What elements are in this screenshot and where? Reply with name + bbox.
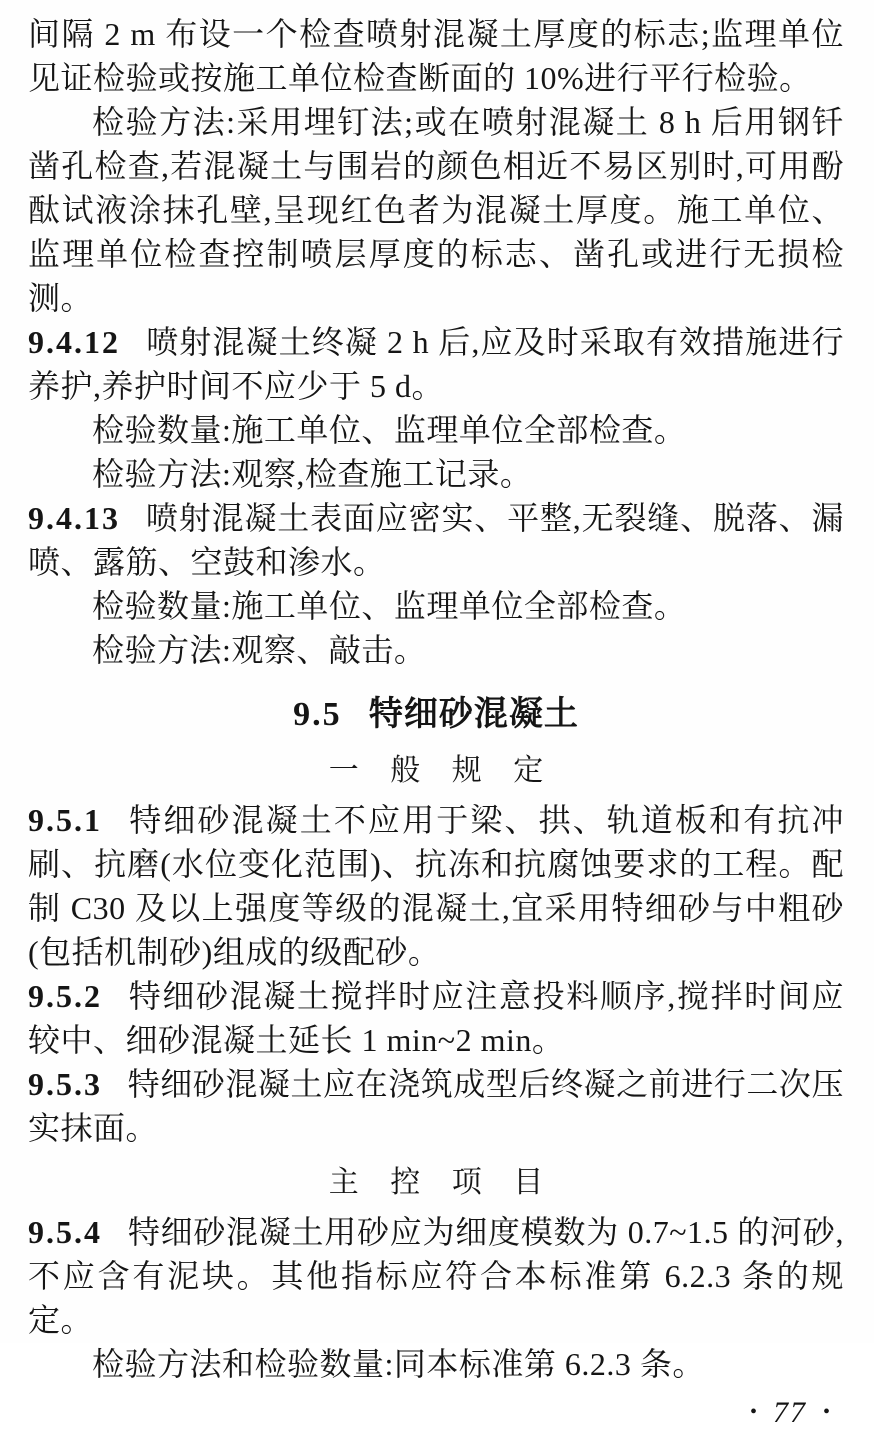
clause-number: 9.4.12 [28,324,120,360]
footer-right-dot: • [822,1401,830,1423]
clause-9-5-1 [28,798,844,974]
clause-text: 喷射混凝土终凝 2 h 后,应及时采取有效措施进行养护,养护时间不应少于 5 d。 [28,324,844,404]
clause-text: 喷射混凝土表面应密实、平整,无裂缝、脱落、漏喷、露筋、空鼓和渗水。 [28,500,844,580]
clause-number: 9.5.1 [28,802,102,838]
clause-number: 9.5.3 [28,1066,102,1102]
clause-9-4-13 [28,496,844,584]
paragraph-inspection-method: 检验方法:观察,检查施工记录。 [92,456,533,492]
paragraph-inspection-method: 检验方法:观察、敲击。 [92,632,427,668]
paragraph-inspection-method-quantity: 检验方法和检验数量:同本标准第 6.2.3 条。 [92,1346,705,1382]
clause-text: 特细砂混凝土用砂应为细度模数为 0.7~1.5 的河砂,不应含有泥块。其他指标应符合本标准第 6.2.3 条的规定。 [28,1214,844,1338]
clause-number: 9.5.2 [28,978,102,1014]
clause-text: 特细砂混凝土不应用于梁、拱、轨道板和有抗冲刷、抗磨(水位变化范围)、抗冻和抗腐蚀要求的工程。配制 C30 及以上强度等级的混凝土,宜采用特细砂与中粗砂(包括机制砂)组成的级配砂。 [28,802,844,970]
group-heading-general-rules: 一 般 规 定 [328,754,556,787]
group-heading-main-control-items: 主 控 项 目 [328,1166,556,1199]
paragraph-continuation: 间隔 2 m 布设一个检查喷射混凝土厚度的标志;监理单位见证检验或按施工单位检查断面的 10%进行平行检验。 [28,16,844,96]
paragraph-inspection-quantity: 检验数量:施工单位、监理单位全部检查。 [92,412,687,448]
footer-left-dot: • [749,1401,757,1423]
clause-9-5-2 [28,974,844,1062]
clause-text: 特细砂混凝土搅拌时应注意投料顺序,搅拌时间应较中、细砂混凝土延长 1 min~2 min。 [28,978,844,1058]
paragraph-inspection-quantity: 检验数量:施工单位、监理单位全部检查。 [92,588,687,624]
section-heading-number: 9.5 [293,696,342,733]
clause-number: 9.4.13 [28,500,120,536]
page-number: 77 [772,1396,807,1429]
section-heading-title: 特细砂混凝土 [368,696,579,733]
clause-9-5-3 [28,1062,844,1150]
clause-9-5-4 [28,1210,844,1342]
page-footer [28,1392,844,1433]
section-heading-9-5 [28,692,844,738]
clause-number: 9.5.4 [28,1214,102,1250]
paragraph-inspection-method: 检验方法:采用埋钉法;或在喷射混凝土 8 h 后用钢钎凿孔检查,若混凝土与围岩的颜色相近不易区别时,可用酚酞试液涂抹孔壁,呈现红色者为混凝土厚度。施工单位、监理单位检查控制喷层厚度的标志、凿孔或进行无损检测。 [28,104,844,316]
clause-text: 特细砂混凝土应在浇筑成型后终凝之前进行二次压实抹面。 [28,1066,844,1146]
clause-9-4-12 [28,320,844,408]
